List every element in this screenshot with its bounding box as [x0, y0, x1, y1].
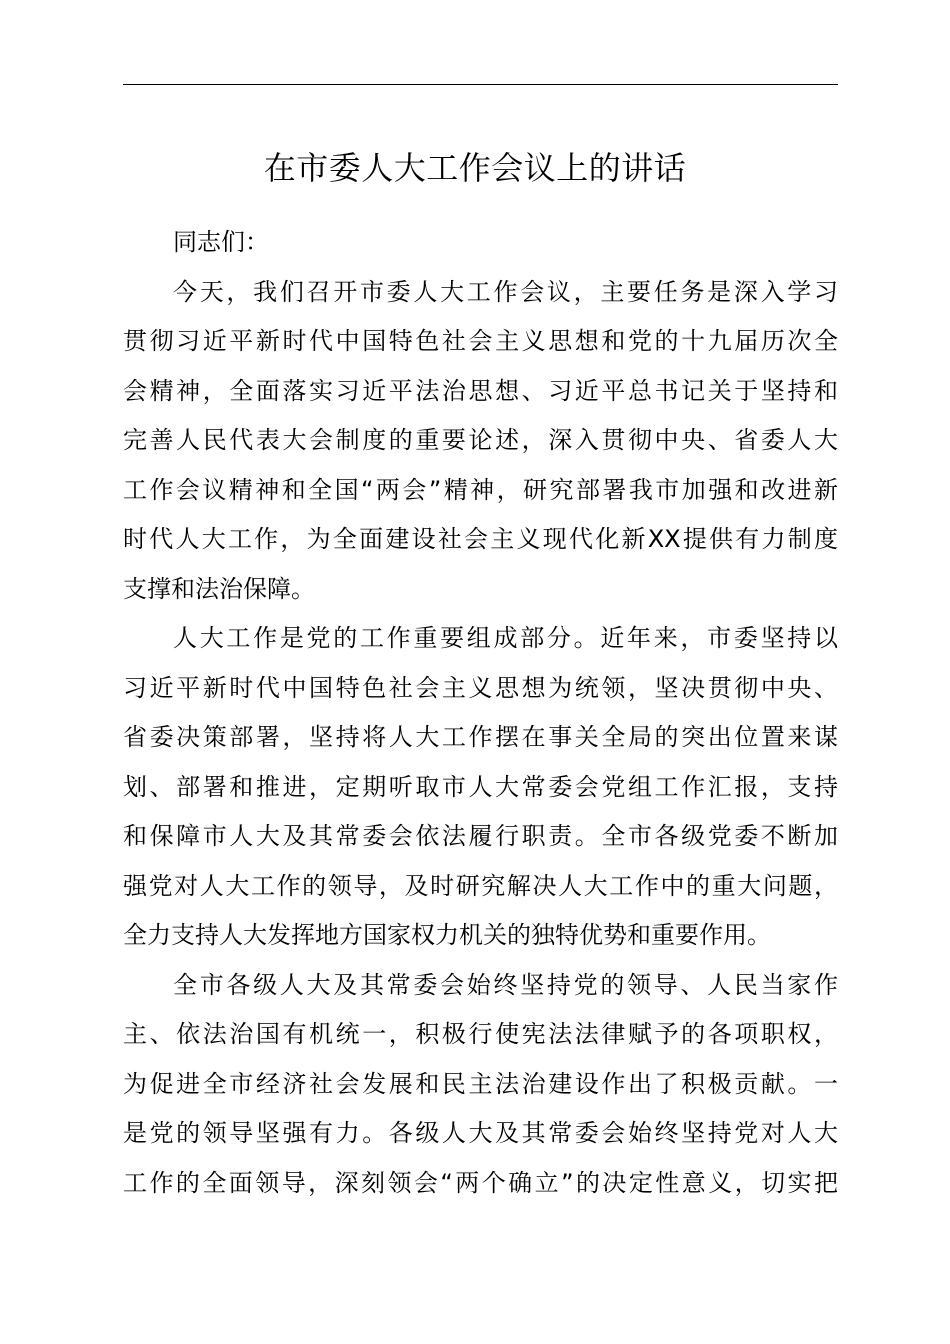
- paragraph-line: 省委决策部署，坚持将人大工作摆在事关全局的突出位置来谋: [123, 723, 838, 751]
- paragraph-line: 主、依法治国有机统一，积极行使宪法法律赋予的各项职权，: [123, 1020, 838, 1048]
- document-body: [123, 218, 838, 1208]
- paragraph-line: 时代人大工作，为全面建设社会主义现代化新XX提供有力制度: [123, 525, 838, 553]
- paragraph-line: 支撑和法治保障。: [123, 574, 315, 603]
- paragraph-line: 人大工作是党的工作重要组成部分。近年来，市委坚持以: [173, 624, 838, 652]
- paragraph-line: 是党的领导坚强有力。各级人大及其常委会始终坚持党对人大: [123, 1119, 838, 1147]
- header-rule: [123, 84, 838, 85]
- paragraph-line: 会精神，全面落实习近平法治思想、习近平总书记关于坚持和: [123, 376, 838, 405]
- paragraph-line: 为促进全市经济社会发展和民主法治建设作出了积极贡献。一: [123, 1069, 838, 1098]
- paragraph-line: 完善人民代表大会制度的重要论述，深入贯彻中央、省委人大: [123, 426, 838, 454]
- paragraph-line: 强党对人大工作的领导，及时研究解决人大工作中的重大问题，: [123, 871, 838, 900]
- paragraph-line: 贯彻习近平新时代中国特色社会主义思想和党的十九届历次全: [123, 327, 838, 355]
- paragraph-line: 工作会议精神和全国“两会”精神，研究部署我市加强和改进新: [123, 475, 838, 504]
- paragraph-line: 习近平新时代中国特色社会主义思想为统领，坚决贯彻中央、: [123, 673, 838, 702]
- paragraph-line: 和保障市人大及其常委会依法履行职责。全市各级党委不断加: [123, 822, 838, 850]
- paragraph-line: 全市各级人大及其常委会始终坚持党的领导、人民当家作: [173, 970, 838, 999]
- paragraph-line: 工作的全面领导，深刻领会“两个确立”的决定性意义，切实把: [123, 1168, 838, 1197]
- salutation: 同志们：: [173, 228, 269, 256]
- document-title: 在市委人大工作会议上的讲话: [263, 149, 687, 187]
- paragraph-line: 划、部署和推进，定期听取市人大常委会党组工作汇报，支持: [123, 772, 838, 801]
- paragraph-line: 全力支持人大发挥地方国家权力机关的独特优势和重要作用。: [123, 921, 771, 949]
- paragraph-line: 今天，我们召开市委人大工作会议，主要任务是深入学习: [173, 277, 838, 306]
